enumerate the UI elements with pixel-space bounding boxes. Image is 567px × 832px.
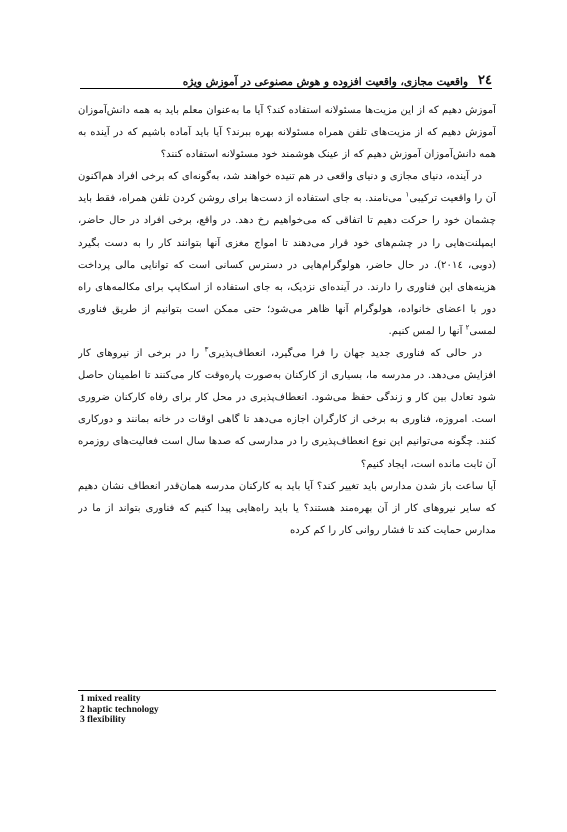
running-header bbox=[80, 68, 492, 89]
footnote-2: 2 haptic technology bbox=[80, 704, 159, 715]
paragraph-1: آموزش دهیم که از این مزیت‌ها مسئولانه استفاده کند؟ آیا ما به‌عنوان معلم باید به همه دانش‌آموزان آموزش دهیم که از مزیت‌های تلفن همراه مسئولانه بهره ببرند؟ آیا باید آماده باشیم که در آینده به همه دانش‌آموزان آموزش دهیم که از عینک هوشمند خود مسئولانه استفاده کنند؟ bbox=[78, 105, 496, 161]
paragraph-2 bbox=[78, 166, 496, 343]
paragraph-2-part-1: در آینده، دنیای مجازی و دنیای واقعی در هم تنیده خواهند شد، به‌گونه‌ای که برخی افراد هم‌اکنون آن را واقعیت ترکیبی bbox=[78, 171, 496, 205]
paragraph-2-part-2: می‌نامند. به جای استفاده از دست‌ها برای روشن کردن تلفن همراه، فقط باید چشمان خود را حرکت دهیم تا اتفاقی که می‌خواهیم رخ دهد. در واقع، برخی افراد در حال حاضر، ایمپلنت‌هایی را در چشم‌های خود قرار می‌دهند تا امواج مغزی آنها بتوانند کار را به دست بگیرد (دوبی، ٢٠١٤). در حال حاضر، هولوگرام‌هایی در دسترس کسانی است که توانایی مالی پرداخت هزینه‌های این فناوری را دارند. در آینده‌ای نزدیک، به جای استفاده از اسکایپ برای مکالمه‌های راه دور با اعضای خانواده، هولوگرام آنها ظاهر می‌شود؛ حتی ممکن است بتوانیم از طریق فناوری لمسی bbox=[78, 193, 496, 337]
footnote-1: 1 mixed reality bbox=[80, 694, 141, 704]
footnote-ref-1[interactable]: ١ bbox=[405, 190, 410, 199]
footnote-ref-2[interactable]: ٢ bbox=[465, 323, 470, 332]
paragraph-3-part-1: در حالی که فناوری جدید جهان را فرا می‌گیرد، انعطاف‌پذیری bbox=[208, 348, 482, 360]
footnotes bbox=[80, 694, 380, 726]
footnote-ref-3[interactable]: ٣ bbox=[204, 345, 209, 354]
body-text bbox=[78, 100, 496, 680]
paragraph-3 bbox=[78, 343, 496, 476]
paragraph-2-part-3: آنها را لمس کنیم. bbox=[388, 325, 466, 337]
footnote-divider bbox=[78, 690, 496, 691]
running-title: واقعیت مجازی، واقعیت افزوده و هوش مصنوعی در آموزش ویژه bbox=[182, 76, 469, 88]
paragraph-3-part-2: را در برخی از نیروهای کار افزایش می‌دهد. در مدرسه ما، بسیاری از کارکنان به‌صورت پاره‌وقت کار می‌کنند تا اطمینان حاصل شود تعادل بین کار و زندگی حفظ می‌شود. انعطاف‌پذیری در محل کار برای رفاه کارکنان ضروری است. امروزه، فناوری به برخی از کارگران اجازه می‌دهد تا گاهی اوقات در خانه بمانند و دورکاری کنند. چگونه می‌توانیم این نوع انعطاف‌پذیری را در مدارسی که صدها سال است فعالیت‌های روزمره آن ثابت مانده است، ایجاد کنیم؟ bbox=[78, 348, 496, 470]
paragraph-4: آیا ساعت باز شدن مدارس باید تغییر کند؟ آیا باید به کارکنان مدرسه همان‌قدر انعطاف نشان دهیم که سایر نیروهای کار از آن بهره‌مند هستند؟ یا باید راه‌هایی پیدا کنیم که فناوری بتواند از ما در مدارس حمایت کند تا فشار روانی کار را کم کرده bbox=[78, 480, 496, 536]
footnote-3: 3 flexibility bbox=[80, 715, 126, 725]
page-number: ٢٤ bbox=[478, 73, 492, 88]
